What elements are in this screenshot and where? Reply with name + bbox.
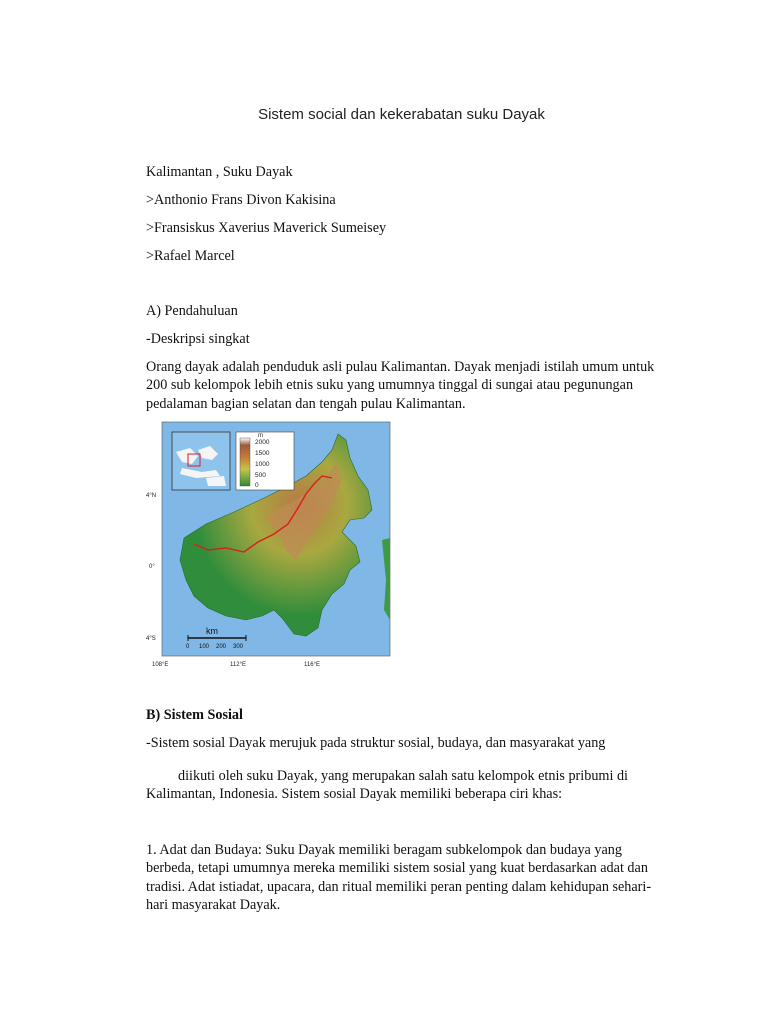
section-a-paragraph: Orang dayak adalah penduduk asli pulau Kalimantan. Dayak menjadi istilah umum untuk 200 sub kelompok lebih etnis suku yang umumnya tinggal di sungai atau pegunungan pedalaman bagian selatan dan tengah pulau Kalimantan.: [146, 359, 655, 412]
section-b-paragraph: diikuti oleh suku Dayak, yang merupakan salah satu kelompok etnis pribumi di Kalimantan, Indonesia. Sistem sosial Dayak memiliki beberapa ciri khas:: [146, 768, 628, 803]
legend-1500: 1500: [255, 450, 270, 457]
intro-region: Kalimantan , Suku Dayak: [146, 164, 293, 180]
lat-4s: 4°S: [146, 636, 156, 642]
member-2: >Fransiskus Xaverius Maverick Sumeisey: [146, 220, 387, 236]
legend-1000: 1000: [255, 461, 270, 468]
legend-0: 0: [255, 482, 259, 489]
section-b-heading: B) Sistem Sosial: [146, 707, 243, 723]
member-1: >Anthonio Frans Divon Kakisina: [146, 192, 336, 208]
scale-unit: km: [206, 626, 218, 636]
scale-300: 300: [233, 644, 244, 650]
lon-116e: 116°E: [304, 662, 320, 668]
legend-500: 500: [255, 472, 266, 479]
section-a-subheading: -Deskripsi singkat: [146, 331, 250, 347]
scale-100: 100: [199, 644, 210, 650]
lat-4n: 4°N: [146, 493, 157, 499]
section-b-line1: -Sistem sosial Dayak merujuk pada struktur sosial, budaya, dan masyarakat yang: [146, 735, 606, 751]
legend-unit: m: [258, 433, 263, 439]
member-3: >Rafael Marcel: [146, 248, 235, 264]
lon-112e: 112°E: [230, 662, 246, 668]
borneo-topographic-map: [146, 420, 392, 670]
document-title: Sistem social dan kekerabatan suku Dayak: [258, 106, 545, 123]
legend-2000: 2000: [255, 439, 270, 446]
map-svg: [146, 420, 392, 670]
scale-200: 200: [216, 644, 227, 650]
section-b-item1: 1. Adat dan Budaya: Suku Dayak memiliki beragam subkelompok dan budaya yang berbeda, tetapi umumnya mereka memiliki sistem sosial yang kuat berdasarkan adat dan tradisi. Adat istiadat, upacara, dan ritual memiliki peran penting dalam kehidupan sehari-hari masyarakat Dayak.: [146, 842, 652, 913]
inset-map: [172, 432, 230, 490]
scale-0: 0: [186, 644, 190, 650]
lon-108e: 108°E: [152, 662, 169, 668]
elevation-legend: [236, 432, 294, 490]
section-a-heading: A) Pendahuluan: [146, 303, 238, 319]
lat-0: 0°: [149, 564, 155, 570]
